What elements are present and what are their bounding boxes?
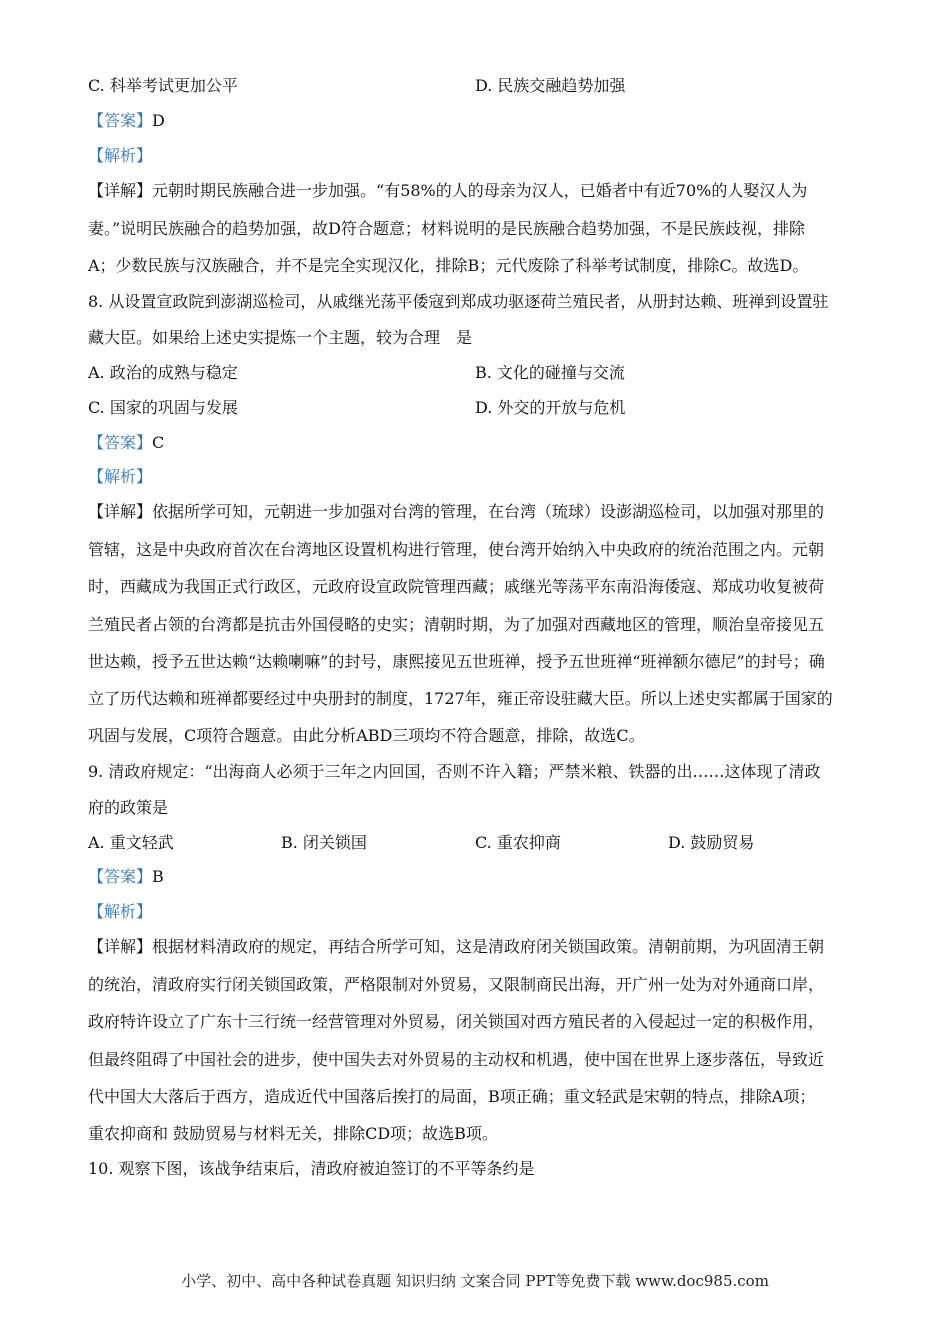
q9-detail-line: 代中国大大落后于西方，造成近代中国落后挨打的局面，B项正确；重文轻武是宋朝的特点，排除A项； — [88, 1087, 816, 1106]
q10-stem: 10. 观察下图，该战争结束后，清政府被迫签订的不平等条约是 — [88, 1159, 535, 1178]
q9-option-c: C. 重农抑商 — [475, 833, 561, 852]
q8-option-c: C. 国家的巩固与发展 — [88, 398, 238, 417]
q7-detail-line: 妻。”说明民族融合的趋势加强，故D符合题意；材料说明的是民族融合趋势加强，不是民族歧视，排除 — [88, 219, 806, 238]
q7-answer: D — [152, 111, 165, 130]
q8-detail-line: 世达赖，授予五世达赖“达赖喇嘛”的封号，康熙接见五世班禅，授予五世班禅“班禅额尔德尼”的封号；确 — [88, 652, 825, 671]
q9-detail-line: 但最终阻碍了中国社会的进步，使中国失去对外贸易的主动权和机遇，使中国在世界上逐步落伍，导致近 — [88, 1050, 825, 1069]
q8-detail-line: 时，西藏成为我国正式行政区，元政府设宣政院管理西藏；戚继光等荡平东南沿海倭寇、郑成功收复被荷 — [88, 577, 825, 596]
detail-tag: 【详解】 — [88, 181, 153, 200]
q9-detail-line — [88, 937, 824, 957]
q8-option-a: A. 政治的成熟与稳定 — [88, 363, 238, 382]
q7-detail-line — [88, 181, 807, 201]
answer-tag: 【答案】 — [88, 433, 153, 452]
q8-analysis-tag: 【解析】 — [88, 467, 153, 486]
q8-stem-line: 8. 从设置宣政院到澎湖巡检司，从戚继光荡平倭寇到郑成功驱逐荷兰殖民者，从册封达赖、班禅到设置驻 — [88, 292, 829, 311]
q8-stem-line: 藏大臣。如果给上述史实提炼一个主题，较为合理 是 — [88, 328, 473, 347]
q9-detail-line: 的统治，清政府实行闭关锁国政策，严格限制对外贸易，又限制商民出海，开广州一处为对外通商口岸， — [88, 975, 825, 994]
q9-option-a: A. 重文轻武 — [88, 833, 174, 852]
q9-option-b: B. 闭关锁国 — [281, 833, 367, 852]
q8-detail-line: 立了历代达赖和班禅都要经过中央册封的制度，1727年，雍正帝设驻藏大臣。所以上述史实都属于国家的 — [88, 689, 833, 708]
q9-stem-line: 9. 清政府规定：“出海商人必须于三年之内回国，否则不许入籍；严禁米粮、铁器的出……这体现了清政 — [88, 762, 821, 781]
q8-answer-line — [88, 433, 164, 453]
q7-option-d: D. 民族交融趋势加强 — [475, 76, 626, 95]
q9-detail-line: 重农抑商和 鼓励贸易与材料无关，排除CD项；故选B项。 — [88, 1124, 498, 1143]
q7-detail-line: A；少数民族与汉族融合，并不是完全实现汉化，排除B；元代废除了科举考试制度，排除C。故选D。 — [88, 256, 809, 275]
q7-option-c: C. 科举考试更加公平 — [88, 76, 238, 95]
detail-tag: 【详解】 — [88, 502, 153, 521]
answer-tag: 【答案】 — [88, 867, 153, 886]
page-footer: 小学、初中、高中各种试卷真题 知识归纳 文案合同 PPT等免费下载 www.doc985.com — [181, 1272, 769, 1290]
detail-tag: 【详解】 — [88, 937, 153, 956]
q9-analysis-tag: 【解析】 — [88, 902, 153, 921]
q8-option-b: B. 文化的碰撞与交流 — [475, 363, 625, 382]
q9-answer-line — [88, 867, 164, 887]
detail-text: 根据材料清政府的规定，再结合所学可知，这是清政府闭关锁国政策。清朝前期，为巩固清王朝 — [152, 937, 825, 956]
q7-analysis-tag: 【解析】 — [88, 146, 153, 165]
detail-text: 元朝时期民族融合进一步加强。“有58%的人的母亲为汉人，已婚者中有近70%的人娶汉人为 — [152, 181, 808, 200]
q8-detail-line: 兰殖民者占领的台湾都是抗击外国侵略的史实；清朝时期，为了加强对西藏地区的管理，顺治皇帝接见五 — [88, 615, 825, 634]
q9-stem-line: 府的政策是 — [88, 798, 169, 817]
q8-detail-line: 管辖，这是中央政府首次在台湾地区设置机构进行管理，使台湾开始纳入中央政府的统治范围之内。元朝 — [88, 540, 825, 559]
q8-option-d: D. 外交的开放与危机 — [475, 398, 626, 417]
q7-answer-line — [88, 111, 165, 131]
q8-answer: C — [152, 433, 165, 452]
q9-answer: B — [152, 867, 164, 886]
q9-detail-line: 政府特许设立了广东十三行统一经营管理对外贸易，闭关锁国对西方殖民者的入侵起过一定的积极作用， — [88, 1012, 825, 1031]
answer-tag: 【答案】 — [88, 111, 153, 130]
detail-text: 依据所学可知，元朝进一步加强对台湾的管理，在台湾（琉球）设澎湖巡检司，以加强对那里的 — [152, 502, 825, 521]
q8-detail-line: 巩固与发展，C项符合题意。由此分析ABD三项均不符合题意，排除，故选C。 — [88, 726, 645, 745]
q9-option-d: D. 鼓励贸易 — [668, 833, 755, 852]
q8-detail-line — [88, 502, 824, 522]
